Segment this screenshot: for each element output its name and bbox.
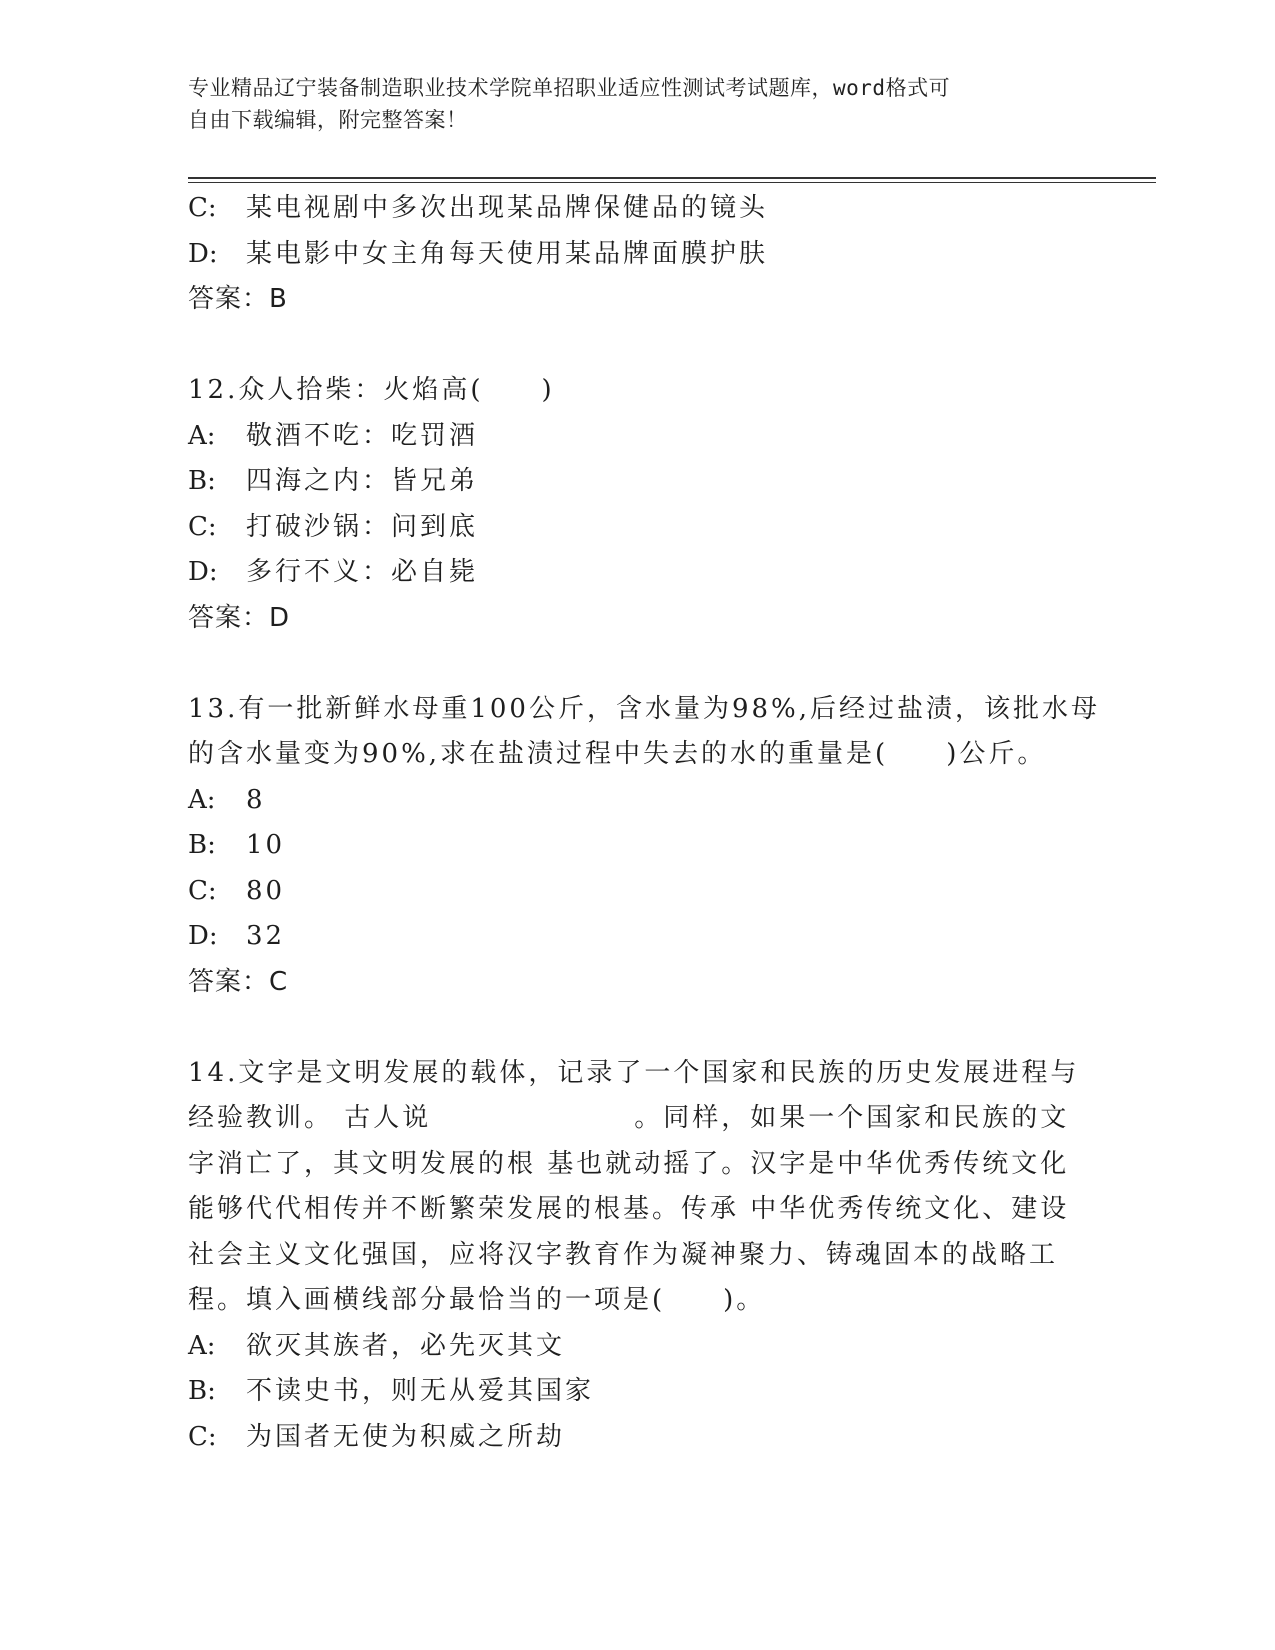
option-label: C: [188, 511, 217, 542]
option-d [188, 550, 1088, 596]
option-c [188, 186, 1088, 232]
option-label: D: [188, 238, 218, 269]
option-label: B: [188, 830, 216, 860]
option-c [188, 1415, 1088, 1461]
spacer [188, 1005, 1088, 1051]
header-divider-thin [188, 182, 1156, 183]
option-text: 10 [246, 830, 286, 860]
option-a [188, 778, 1088, 824]
question-stem-line: 经验教训。 古人说 。同样，如果一个国家和民族的文 [188, 1103, 1070, 1133]
option-text: 8 [246, 784, 266, 815]
option-text: 不读史书，则无从爱其国家 [246, 1376, 595, 1406]
question-11 [188, 186, 1088, 323]
question-content [188, 186, 1101, 1460]
option-d [188, 232, 1088, 278]
option-text: 80 [246, 875, 286, 906]
option-text: 四海之内：皆兄弟 [246, 466, 479, 496]
option-label: B: [188, 466, 216, 496]
option-label: A: [188, 420, 216, 451]
option-text: 为国者无使为积威之所劫 [246, 1421, 566, 1452]
option-label: A: [188, 1330, 216, 1361]
option-text: 某电影中女主角每天使用某品牌面膜护肤 [246, 238, 769, 269]
question-stem-line: 能够代代相传并不断繁荣发展的根基。传承 中华优秀传统文化、建设 [188, 1194, 1070, 1224]
option-label: C: [188, 875, 217, 906]
header-line-1: 专业精品辽宁装备制造职业技术学院单招职业适应性测试考试题库，word格式可 [188, 76, 951, 100]
spacer [188, 323, 1088, 369]
option-text: 欲灭其族者，必先灭其文 [246, 1330, 566, 1361]
option-a [188, 1324, 1088, 1370]
option-text: 打破沙锅：问到底 [246, 511, 479, 542]
option-c [188, 869, 1088, 915]
option-text: 某电视剧中多次出现某品牌保健品的镜头 [246, 193, 769, 223]
question-stem-line: 社会主义文化强国，应将汉字教育作为凝神聚力、铸魂固本的战略工 [188, 1239, 1059, 1270]
question-stem: 12.众人拾柴：火焰高( ) [188, 375, 555, 405]
header-line-2: 自由下载编辑，附完整答案！ [188, 108, 468, 132]
question-12 [188, 368, 1088, 641]
answer: 答案：B [188, 284, 288, 314]
question-13 [188, 687, 1101, 1006]
option-label: C: [188, 1421, 217, 1452]
question-14 [188, 1051, 1088, 1461]
option-b [188, 1369, 1088, 1415]
page-header [188, 72, 1068, 136]
option-d [188, 914, 1088, 960]
question-stem-line: 14.文字是文明发展的载体，记录了一个国家和民族的历史发展进程与 [188, 1057, 1080, 1088]
answer: 答案：D [188, 602, 291, 633]
option-b [188, 823, 1088, 869]
option-label: B: [188, 1376, 216, 1406]
spacer [188, 641, 1088, 687]
answer: 答案：C [188, 966, 289, 997]
option-label: D: [188, 557, 218, 587]
question-stem-line: 的含水量变为90%,求在盐渍过程中失去的水的重量是( )公斤。 [188, 739, 1047, 769]
option-label: D: [188, 921, 218, 951]
question-stem-line: 13.有一批新鲜水母重100公斤，含水量为98%,后经过盐渍，该批水母 [188, 693, 1101, 724]
option-label: A: [188, 784, 216, 815]
header-divider [188, 177, 1156, 179]
option-label: C: [188, 193, 217, 223]
question-stem-line: 字消亡了，其文明发展的根 基也就动摇了。汉字是中华优秀传统文化 [188, 1148, 1070, 1179]
option-a [188, 414, 1088, 460]
option-c [188, 505, 1088, 551]
question-stem-line: 程。填入画横线部分最恰当的一项是( )。 [188, 1285, 766, 1315]
option-text: 多行不义：必自毙 [246, 557, 479, 587]
option-text: 敬酒不吃：吃罚酒 [246, 420, 479, 451]
option-b [188, 459, 1088, 505]
option-text: 32 [246, 921, 286, 951]
